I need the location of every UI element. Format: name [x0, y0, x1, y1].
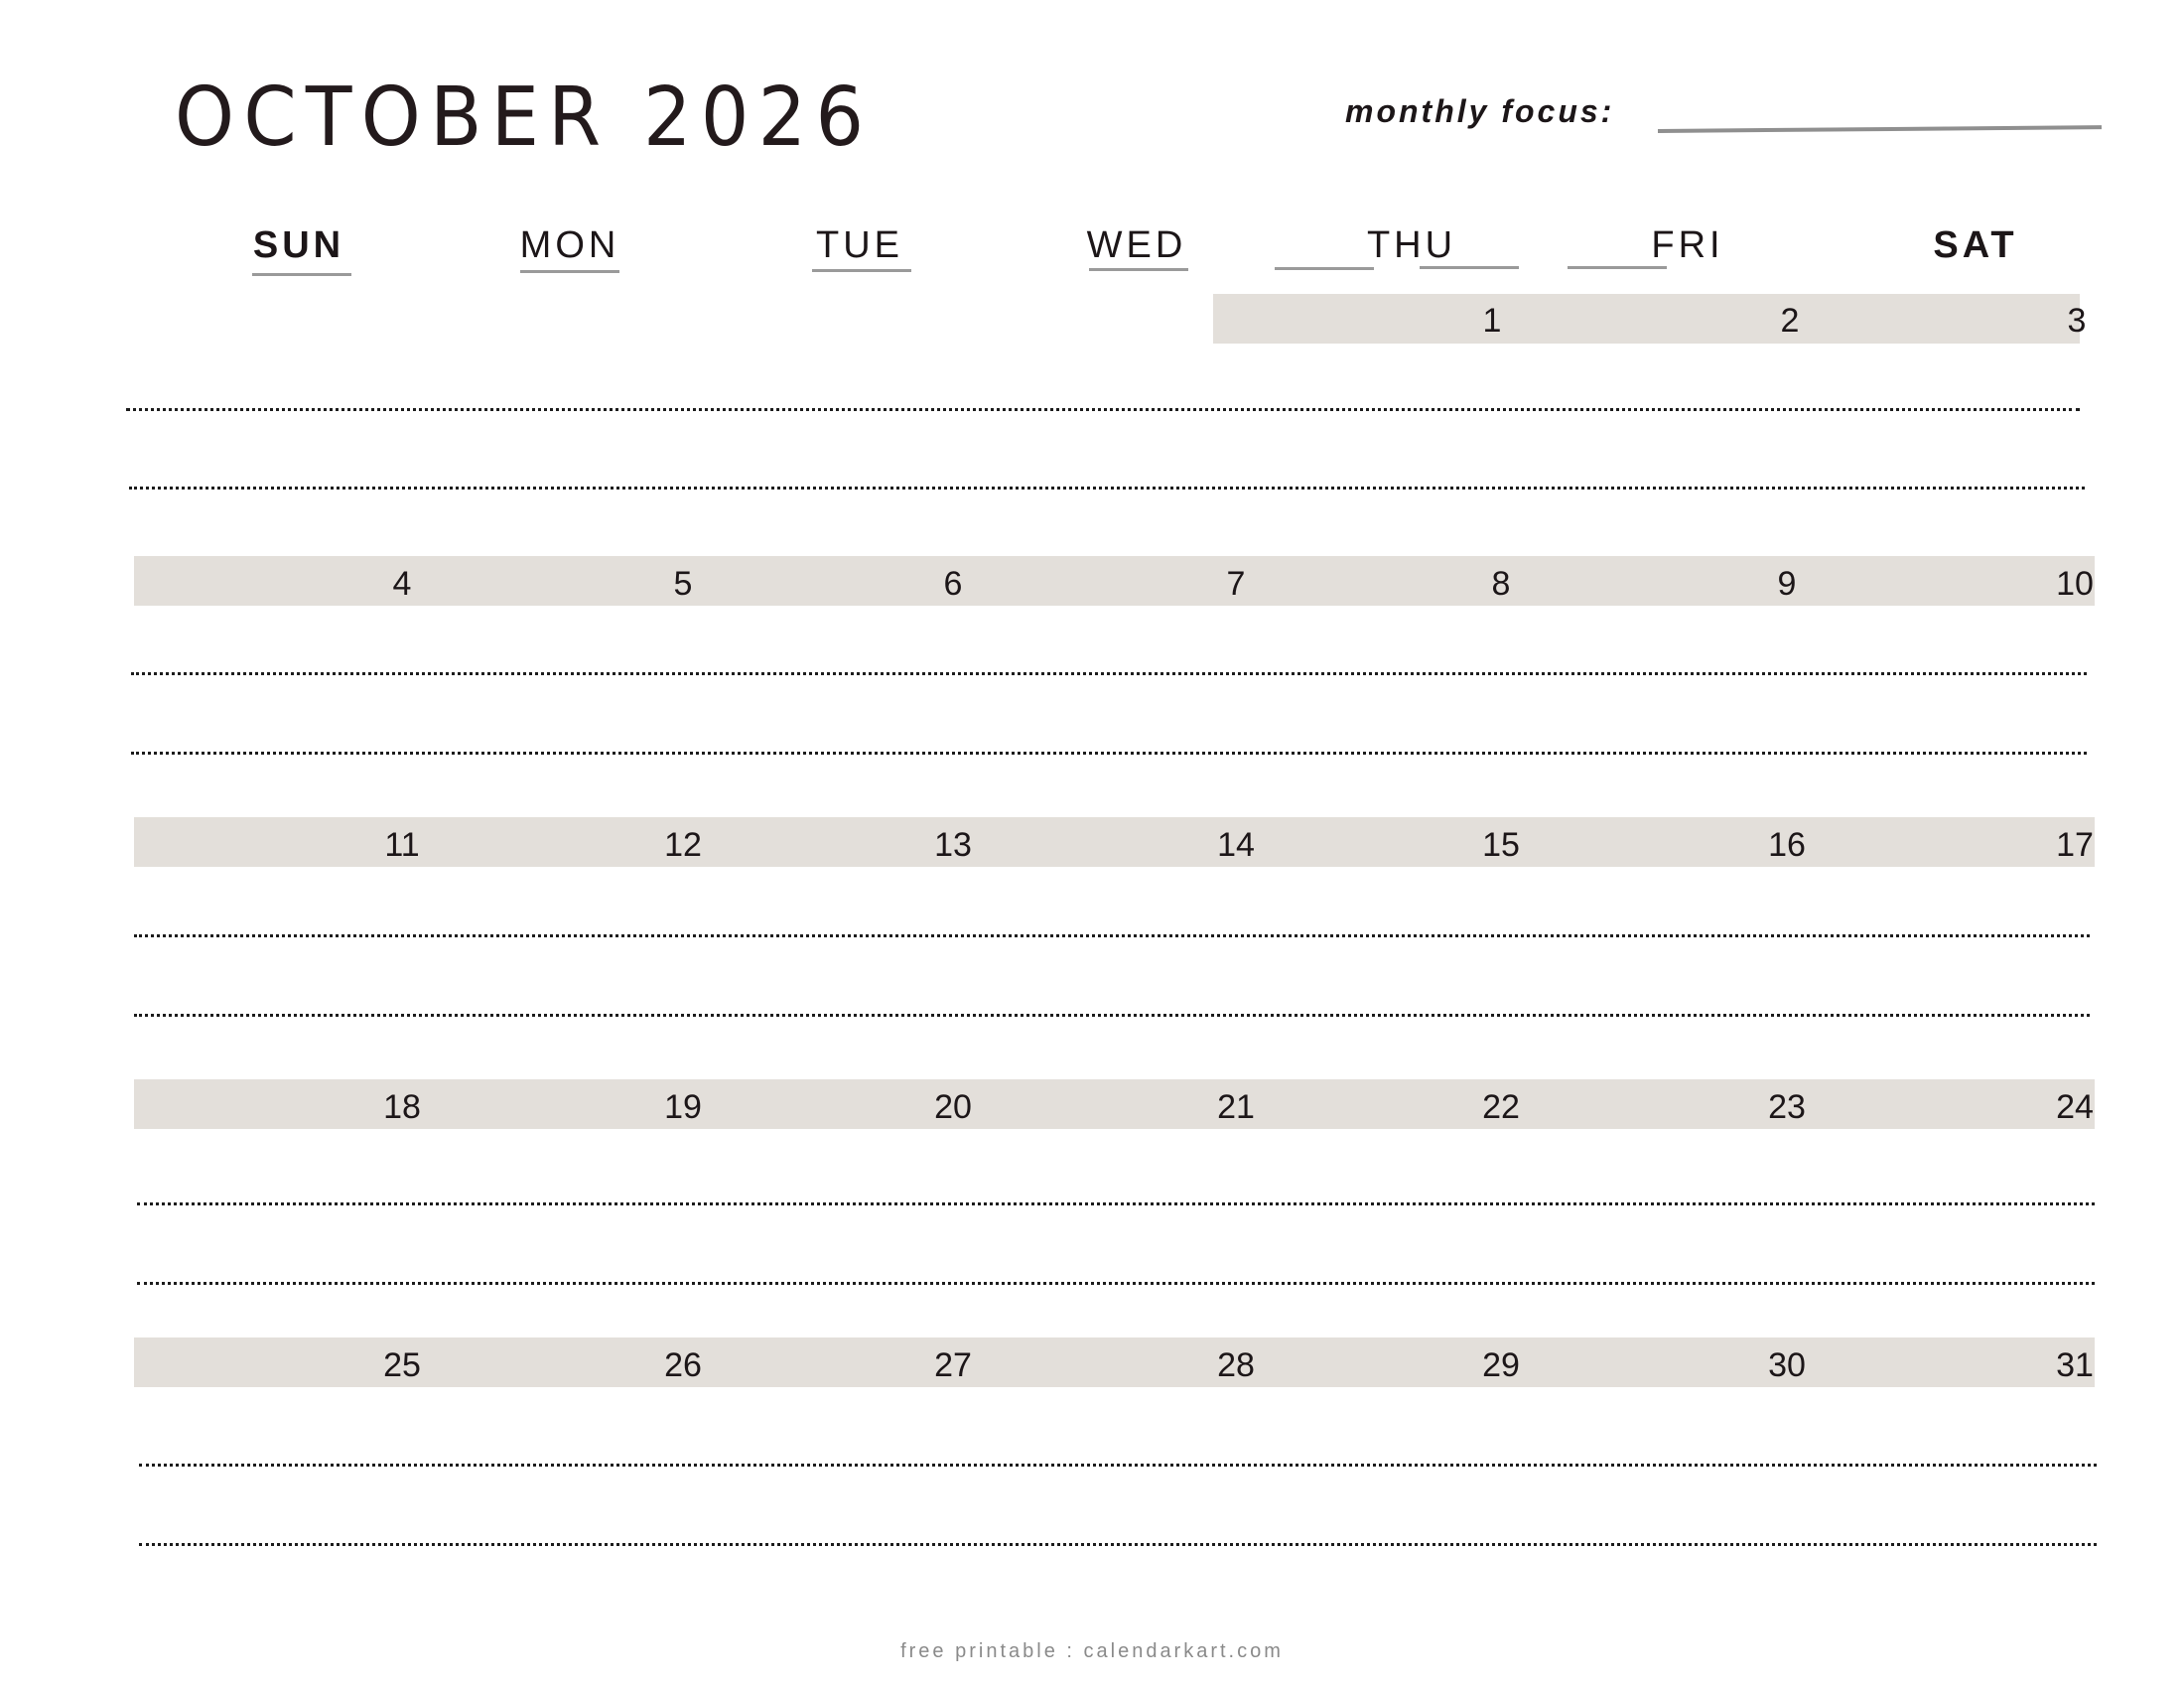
day-number: 2 [1780, 302, 1800, 340]
weekday-fri: FRI [1651, 224, 1724, 266]
writing-line[interactable] [131, 672, 2087, 675]
weekday-tue: TUE [816, 224, 903, 266]
day-number: 23 [1768, 1088, 1806, 1126]
writing-line[interactable] [129, 487, 2085, 490]
day-number: 22 [1482, 1088, 1520, 1126]
week-1-bar [1213, 294, 2080, 344]
monthly-focus-line[interactable] [1658, 125, 2102, 133]
writing-line[interactable] [134, 1014, 2090, 1017]
writing-line[interactable] [137, 1282, 2095, 1285]
weekday-underline [1089, 268, 1188, 271]
day-number: 9 [1777, 565, 1797, 603]
weekday-sat: SAT [1933, 224, 2018, 266]
day-number: 31 [2056, 1346, 2094, 1384]
day-number: 17 [2056, 826, 2094, 864]
monthly-focus-label: monthly focus: [1345, 93, 1615, 129]
day-number: 28 [1217, 1346, 1255, 1384]
day-number: 21 [1217, 1088, 1255, 1126]
writing-line[interactable] [126, 408, 2080, 411]
writing-line[interactable] [131, 752, 2087, 755]
day-number: 20 [934, 1088, 972, 1126]
weekday-sun: SUN [252, 224, 345, 266]
weekday-underline [812, 269, 911, 272]
day-number: 13 [934, 826, 972, 864]
day-number: 8 [1491, 565, 1511, 603]
day-number: 6 [943, 565, 963, 603]
day-number: 12 [664, 826, 702, 864]
weekday-mon: MON [519, 224, 620, 266]
page-title: OCTOBER 2026 [175, 70, 874, 165]
day-number: 26 [664, 1346, 702, 1384]
day-number: 27 [934, 1346, 972, 1384]
day-number: 15 [1482, 826, 1520, 864]
day-number: 10 [2056, 565, 2094, 603]
day-number: 16 [1768, 826, 1806, 864]
day-number: 4 [392, 565, 412, 603]
weekday-underline [1420, 266, 1519, 269]
day-number: 19 [664, 1088, 702, 1126]
day-number: 18 [383, 1088, 421, 1126]
footer-credit: free printable : calendarkart.com [900, 1640, 1284, 1662]
weekday-wed: WED [1086, 224, 1187, 266]
writing-line[interactable] [139, 1464, 2097, 1467]
day-number: 1 [1482, 302, 1502, 340]
writing-line[interactable] [139, 1543, 2097, 1546]
weekday-underline [1568, 266, 1667, 269]
weekday-underline [1275, 267, 1374, 270]
weekday-underline [520, 270, 619, 273]
day-number: 24 [2056, 1088, 2094, 1126]
day-number: 25 [383, 1346, 421, 1384]
weekday-thu: THU [1366, 224, 1457, 266]
day-number: 3 [2067, 302, 2087, 340]
writing-line[interactable] [134, 934, 2090, 937]
writing-line[interactable] [137, 1202, 2095, 1205]
day-number: 5 [673, 565, 693, 603]
day-number: 30 [1768, 1346, 1806, 1384]
weekday-underline [252, 273, 351, 276]
day-number: 29 [1482, 1346, 1520, 1384]
day-number: 14 [1217, 826, 1255, 864]
day-number: 11 [384, 826, 420, 864]
day-number: 7 [1226, 565, 1246, 603]
